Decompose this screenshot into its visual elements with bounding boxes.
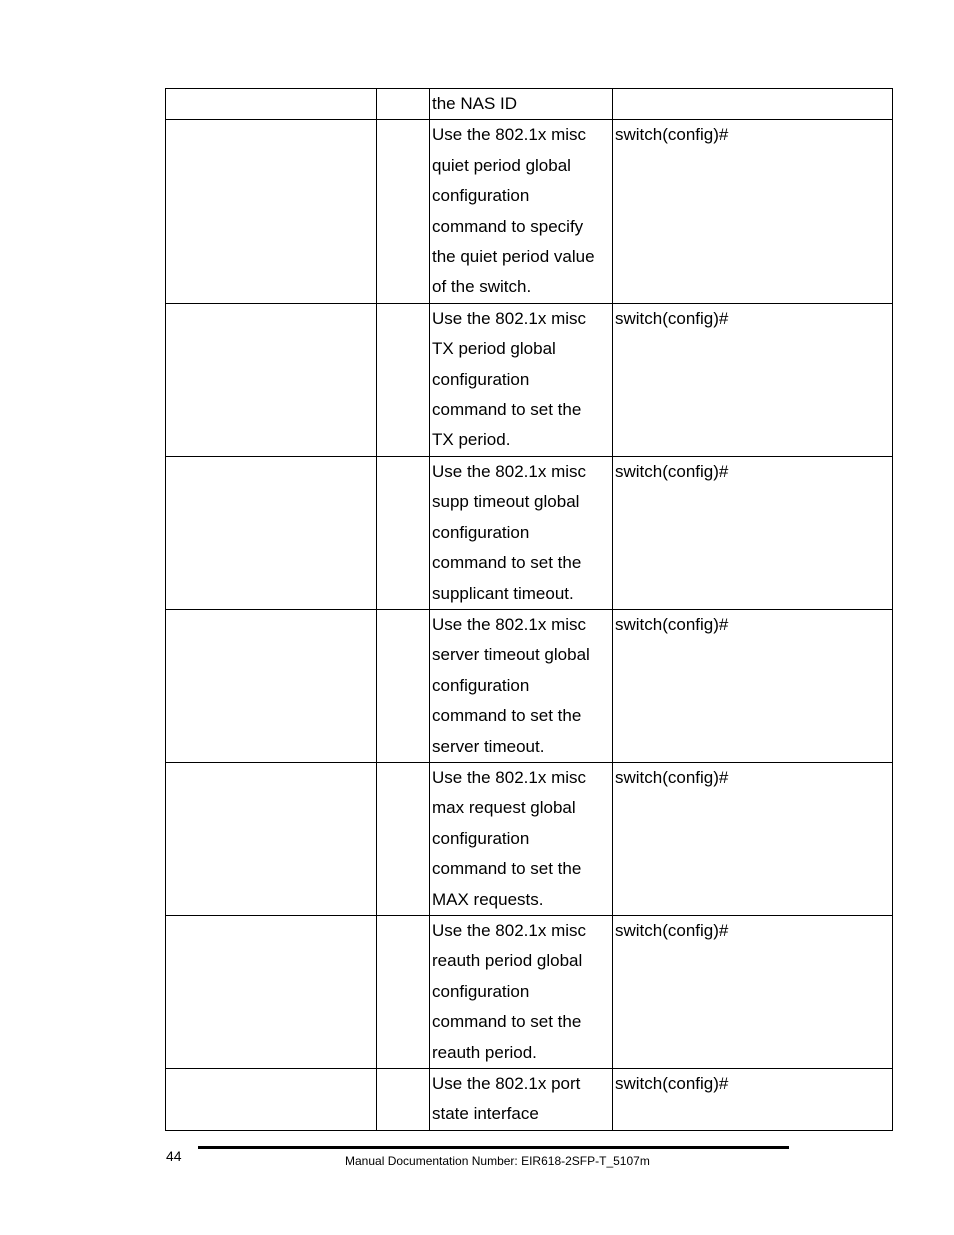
description-cell: the NAS ID (430, 89, 613, 120)
mode-cell: switch(config)# (613, 1069, 893, 1131)
parameter-cell (377, 89, 430, 120)
parameter-cell (377, 456, 430, 609)
command-cell (166, 609, 377, 762)
command-table-body (166, 89, 893, 1131)
command-cell (166, 303, 377, 456)
table-row (166, 609, 893, 762)
command-table (165, 88, 893, 1131)
command-cell (166, 456, 377, 609)
mode-cell: switch(config)# (613, 915, 893, 1068)
command-cell (166, 762, 377, 915)
mode-cell: switch(config)# (613, 303, 893, 456)
command-cell (166, 120, 377, 303)
table-row (166, 1069, 893, 1131)
description-cell: Use the 802.1x misc server timeout global configuration command to set the server timeout. (430, 609, 613, 762)
parameter-cell (377, 1069, 430, 1131)
mode-cell (613, 89, 893, 120)
document-number: Manual Documentation Number: EIR618-2SFP-T_5107m (345, 1154, 650, 1168)
description-cell: Use the 802.1x misc quiet period global configuration command to specify the quiet period value of the switch. (430, 120, 613, 303)
parameter-cell (377, 915, 430, 1068)
table-row (166, 915, 893, 1068)
footer-divider (198, 1146, 789, 1149)
parameter-cell (377, 762, 430, 915)
command-cell (166, 89, 377, 120)
parameter-cell (377, 120, 430, 303)
mode-cell: switch(config)# (613, 120, 893, 303)
description-cell: Use the 802.1x misc reauth period global configuration command to set the reauth period. (430, 915, 613, 1068)
parameter-cell (377, 609, 430, 762)
description-cell: Use the 802.1x misc TX period global configuration command to set the TX period. (430, 303, 613, 456)
description-cell: Use the 802.1x misc supp timeout global configuration command to set the supplicant timeout. (430, 456, 613, 609)
table-row (166, 120, 893, 303)
table-row (166, 762, 893, 915)
table-row (166, 89, 893, 120)
table-row (166, 303, 893, 456)
description-cell: Use the 802.1x misc max request global configuration command to set the MAX requests. (430, 762, 613, 915)
description-cell: Use the 802.1x port state interface (430, 1069, 613, 1131)
table-row (166, 456, 893, 609)
mode-cell: switch(config)# (613, 456, 893, 609)
command-cell (166, 1069, 377, 1131)
mode-cell: switch(config)# (613, 609, 893, 762)
mode-cell: switch(config)# (613, 762, 893, 915)
page-number: 44 (166, 1148, 182, 1164)
parameter-cell (377, 303, 430, 456)
command-cell (166, 915, 377, 1068)
